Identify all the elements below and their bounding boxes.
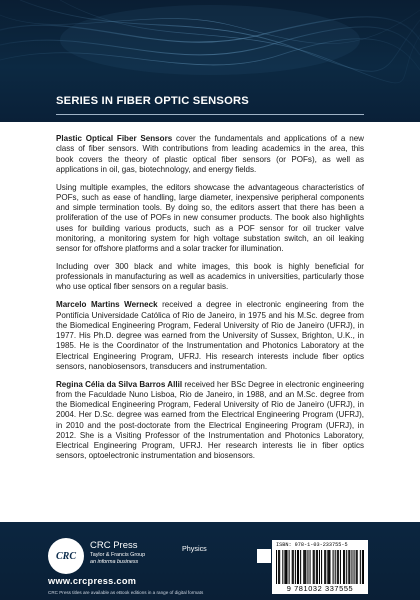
series-title: SERIES IN FIBER OPTIC SENSORS	[56, 95, 249, 107]
footer-banner	[0, 522, 420, 600]
isbn-label: ISBN: 978-1-03-233755-5	[276, 542, 348, 548]
ebook-note: CRC Press titles are available as eBook editions in a range of digital formats	[48, 590, 204, 595]
author-name: Marcelo Martins Werneck	[56, 300, 158, 310]
author-name: Regina Célia da Silva Barros Allil	[56, 379, 183, 389]
barcode-number: 9 781032 337555	[286, 584, 354, 593]
publisher-name: CRC Press	[90, 540, 138, 551]
publisher-parent: an informa business	[90, 559, 139, 565]
author-bio-1: Marcelo Martins Werneck received a degree in electronic engineering from the Pontifícia Universidade Católica of Rio de Janeiro, in 1975 and his M.Sc. degree from the Biomedical Engineering Program, Federal University of Rio de Janeiro (UFRJ), in 1977. His Ph.D. degree was earned from the University of Sussex, Brighton, U.K., in 1985. He is the Coordinator of the Instrumentation and Photonics Laboratory at the Electrical Engineering Program, UFRJ. His research interests include fiber optics sensors, nanobiosensors, transducers and instrumentation.	[56, 300, 364, 371]
header-banner	[0, 0, 420, 122]
book-title-bold: Plastic Optical Fiber Sensors	[56, 134, 173, 143]
description-paragraph-1: Plastic Optical Fiber Sensors cover the fundamentals and applications of a new class of fiber sensors. With contributions from leading academics in the area, this book covers the theory of plastic optical fiber sensors (or POFs), as well as applications in oil, gas, biotechnology, and energy fields.	[56, 134, 364, 174]
description-paragraph-3: Including over 300 black and white images, this book is highly beneficial for professionals in manufacturing as well as academics in universities, particularly those who use optical fiber sensors on a regular basis.	[56, 261, 364, 292]
publisher-url[interactable]: www.crcpress.com	[48, 576, 137, 586]
barcode-icon	[276, 550, 364, 584]
isbn-barcode	[272, 540, 368, 594]
description-paragraph-2: Using multiple examples, the editors showcase the advantageous characteristics of POFs, such as ease of handling, large diameter, inexpensive peripheral components and simple termination tools. By doing so, the editors assert that there has been a proliferation of the use of POFs in new consumer products. The book also highlights uses for building various products, such as a POF sensor for oil trucker valve monitoring, a monitoring system for high voltage substation switch, an oil leaking sensor for offshore platforms and a solar tracker for illumination.	[56, 182, 364, 254]
series-divider	[56, 114, 364, 115]
publisher-group: Taylor & Francis Group	[90, 552, 146, 558]
back-cover-text	[56, 134, 364, 469]
price-flag	[257, 549, 271, 563]
subject-label: Physics	[182, 544, 207, 553]
author-bio-2: Regina Célia da Silva Barros Allil received her BSc Degree in electronic engineering from the Faculdade Nuno Lisboa, Rio de Janeiro, in 1988, and an M.Sc. degree from the Biomedical Engineering Program, Federal University of Rio de Janeiro (UFRJ), in 2004. Her D.Sc. degree was earned from the Electrical Engineering Program (UFRJ), in 2010 and the post-doctorate from the Electrical Engineering Program (UFRJ), in 2012. She is a Visiting Professor of the Instrumentation and Photonics Laboratory, Electrical Engineering Program, UFRJ. Her research interests lie in fiber optics sensors, optoelectronic instrumentation and biosensors.	[56, 379, 364, 461]
crc-logo-icon: CRC	[48, 538, 84, 574]
